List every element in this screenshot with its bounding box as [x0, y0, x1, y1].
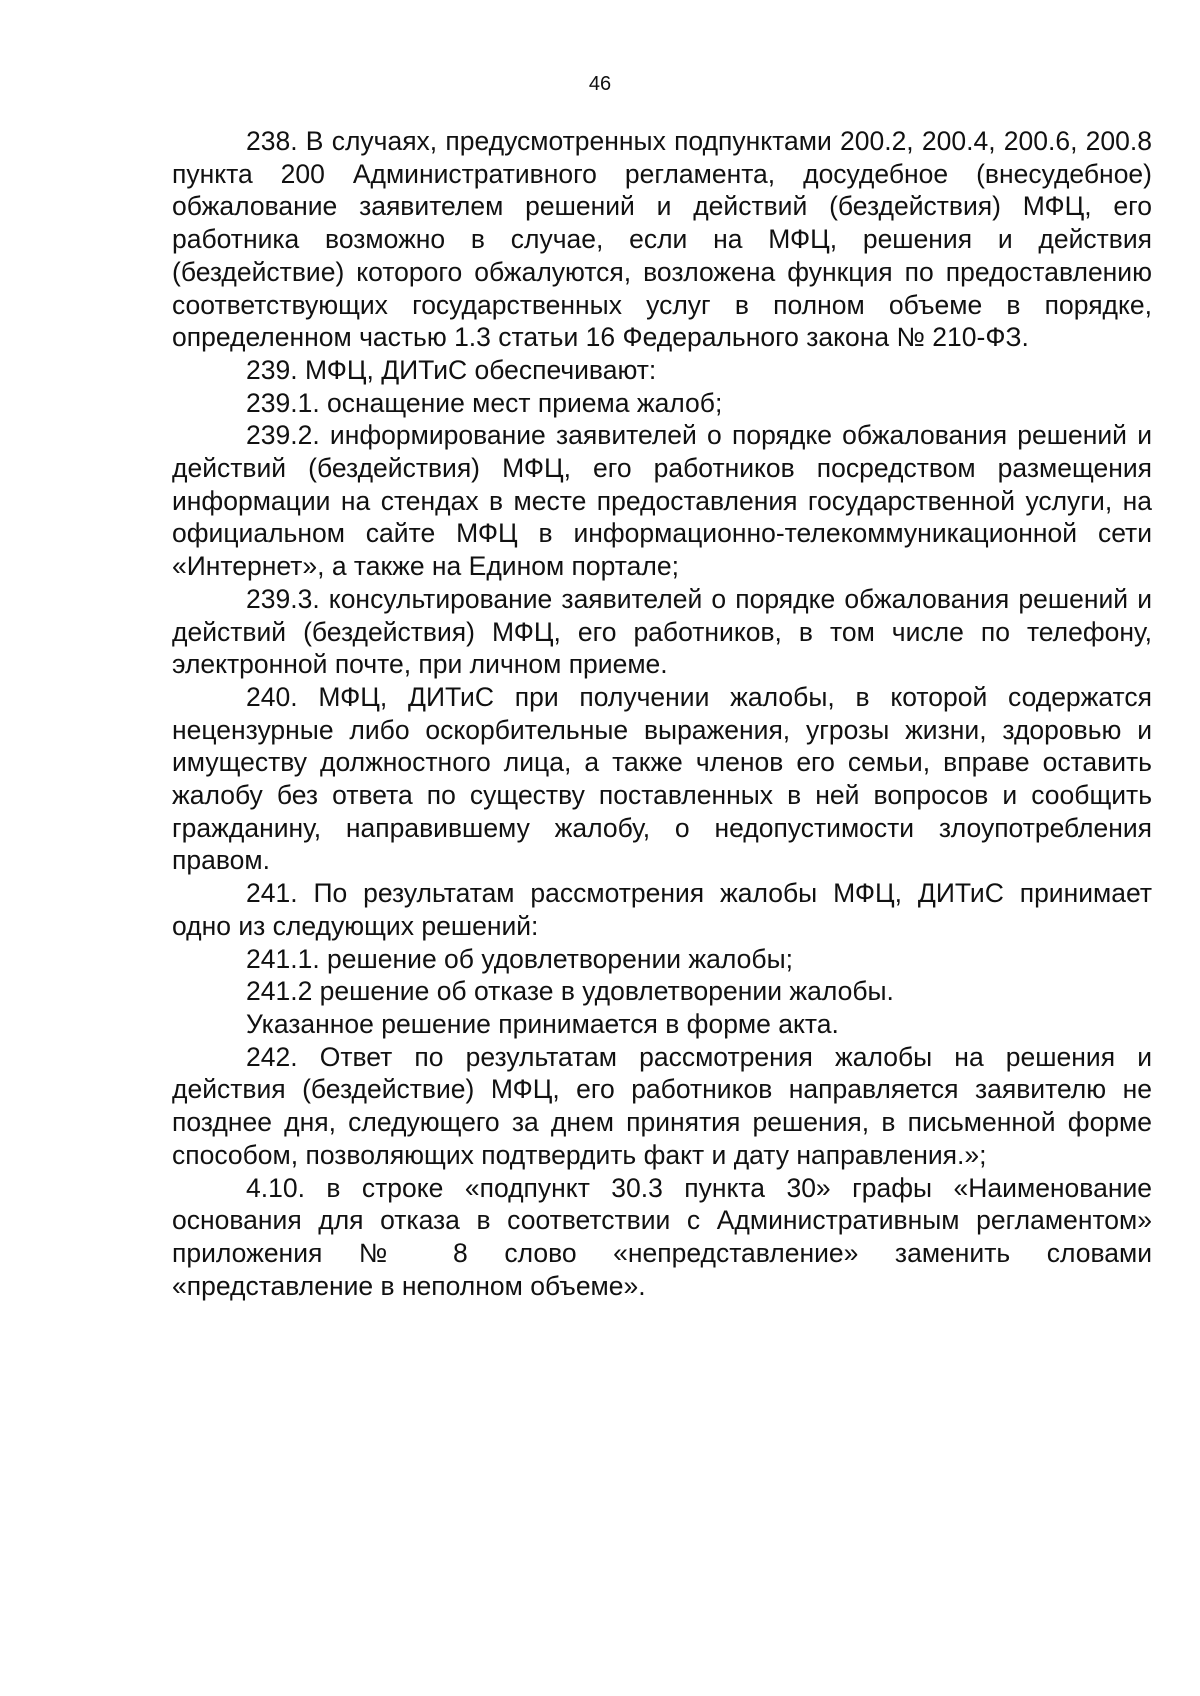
paragraph-239-3: 239.3. консультирование заявителей о порядке обжалования решений и действий (бездействия) МФЦ, его работников, в том числе по телефону, электронной почте, при личном приеме.: [172, 583, 1152, 680]
paragraph-240: 240. МФЦ, ДИТиС при получении жалобы, в которой содержатся нецензурные либо оскорбительные выражения, угрозы жизни, здоровью и имуществу должностного лица, а также членов его семьи, вправе оставить жалобу без ответа по существу поставленных в ней вопросов и сообщить гражданину, направившему жалобу, о недопустимости злоупотребления правом.: [172, 681, 1152, 876]
paragraph-241: 241. По результатам рассмотрения жалобы МФЦ, ДИТиС принимает одно из следующих решений:: [172, 878, 1152, 941]
paragraph-239: 239. МФЦ, ДИТиС обеспечивают:: [246, 354, 657, 385]
document-body: [172, 125, 1152, 1302]
paragraph-242: 242. Ответ по результатам рассмотрения жалобы на решения и действия (бездействие) МФЦ, его работников направляется заявителю не позднее дня, следующего за днем принятия решения, в письменной форме способом, позволяющих подтвердить факт и дату направления.»;: [172, 1041, 1152, 1170]
paragraph-241-2: 241.2 решение об отказе в удовлетворении жалобы.: [246, 976, 894, 1007]
paragraph-241-1: 241.1. решение об удовлетворении жалобы;: [246, 943, 793, 974]
page-number: 46: [588, 73, 612, 95]
paragraph-decision-form: Указанное решение принимается в форме акта.: [246, 1008, 839, 1039]
paragraph-238: 238. В случаях, предусмотренных подпунктами 200.2, 200.4, 200.6, 200.8 пункта 200 Административного регламента, досудебное (внесудебное) обжалование заявителем решений и действий (бездействия) МФЦ, его работника возможно в случае, если на МФЦ, решения и действия (бездействие) которого обжалуются, возложена функция по предоставлению соответствующих государственных услуг в полном объеме в порядке, определенном частью 1.3 статьи 16 Федерального закона № 210-ФЗ.: [172, 126, 1152, 353]
paragraph-239-1: 239.1. оснащение мест приема жалоб;: [246, 387, 723, 418]
paragraph-239-2: 239.2. информирование заявителей о порядке обжалования решений и действий (бездействия) МФЦ, его работников посредством размещения информации на стендах в месте предоставления государственной услуги, на официальном сайте МФЦ в информационно-телекоммуникационной сети «Интернет», а также на Едином портале;: [172, 420, 1152, 582]
paragraph-4-10: 4.10. в строке «подпункт 30.3 пункта 30» графы «Наименование основания для отказа в соответствии с Административным регламентом» приложения № 8 слово «непредставление» заменить словами «представление в неполном объеме».: [172, 1172, 1152, 1301]
